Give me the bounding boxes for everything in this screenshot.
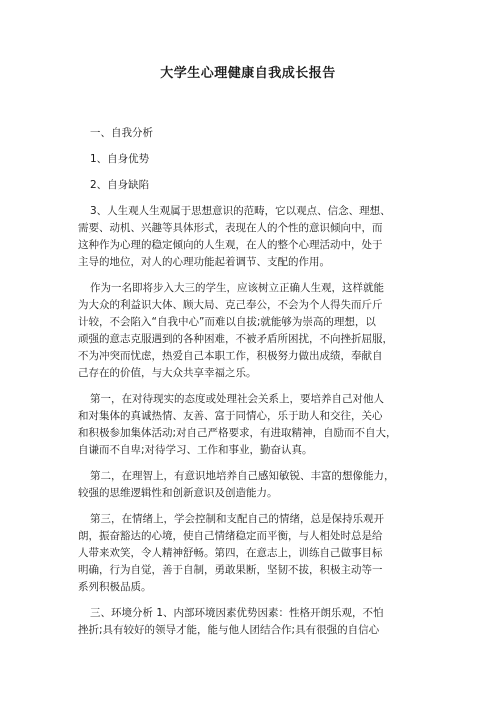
paragraph-line: 系列积极品质。 — [78, 581, 152, 593]
paragraph-line: 一、自我分析 — [90, 127, 153, 139]
paragraph-line: 自谦而不自卑;对待学习、工作和事业，勤奋认真。 — [78, 444, 313, 456]
paragraph-line: 为大众的利益识大体、顾大局、克己奉公，不会为个人得失而斤斤 — [78, 299, 383, 311]
paragraph-line: 明确，行为自觉，善于自制，勇敢果断，坚韧不拔，积极主动等一 — [78, 564, 383, 576]
paragraph-line: 第一，在对待现实的态度或处理社会关系上，要培养自己对他人 — [90, 393, 384, 405]
paragraph-line: 三、环境分析 1、内部环境因素优势因素：性格开朗乐观，不怕 — [90, 607, 384, 619]
paragraph-line: 这种作为心理的稳定倾向的人生观，在人的整个心理活动中，处于 — [78, 239, 383, 251]
paragraph-line: 挫折;具有较好的领导才能，能与他人团结合作;具有很强的自信心 — [78, 624, 380, 636]
paragraph-line: 作为一名即将步入大三的学生，应该树立正确人生观，这样就能 — [90, 282, 384, 294]
paragraph-line: 第三，在情绪上，学会控制和支配自己的情绪，总是保持乐观开 — [90, 513, 384, 525]
paragraph-line: 需要、动机、兴趣等具体形式，表现在人的个性的意识倾向中，而 — [78, 222, 383, 234]
paragraph-line: 顽强的意志克服遇到的各种困难，不被矛盾所困扰，不向挫折屈服， — [78, 333, 393, 345]
paragraph-line: 人带来欢笑，令人精神舒畅。第四，在意志上，训练自己做事目标 — [78, 547, 383, 559]
paragraph-line: 计较，不会陷入“自我中心”而难以自拔;就能够为崇高的理想，以 — [78, 316, 376, 328]
paragraph-line: 第二，在理智上，有意识地培养自己感知敏锐、丰富的想像能力， — [90, 470, 395, 482]
paragraph-line: 己存在的价值，与大众共享幸福之乐。 — [78, 367, 257, 379]
paragraph-line: 和积极参加集体活动;对自己严格要求，有进取精神，自励而不自大， — [78, 427, 397, 439]
paragraph-line: 和对集体的真诚热情、友善、富于同情心，乐于助人和交往，关心 — [78, 410, 383, 422]
paragraph-line: 不为冲突而忧虑，热爱自己本职工作，积极努力做出成绩，奉献自 — [78, 350, 383, 362]
paragraph-line: 3、人生观人生观属于思想意识的范畴，它以观点、信念、理想、 — [90, 205, 391, 217]
paragraph-line: 2、自身缺陷 — [90, 179, 150, 191]
paragraph-line: 1、自身优势 — [90, 153, 150, 165]
document-title: 大学生心理健康自我成长报告 — [160, 66, 336, 81]
paragraph-line: 主导的地位，对人的心理功能起着调节、支配的作用。 — [78, 256, 330, 268]
paragraph-line: 较强的思维逻辑性和创新意识及创造能力。 — [78, 487, 278, 499]
paragraph-line: 朗，振奋豁达的心境，使自己情绪稳定而平衡，与人相处时总是给 — [78, 530, 383, 542]
